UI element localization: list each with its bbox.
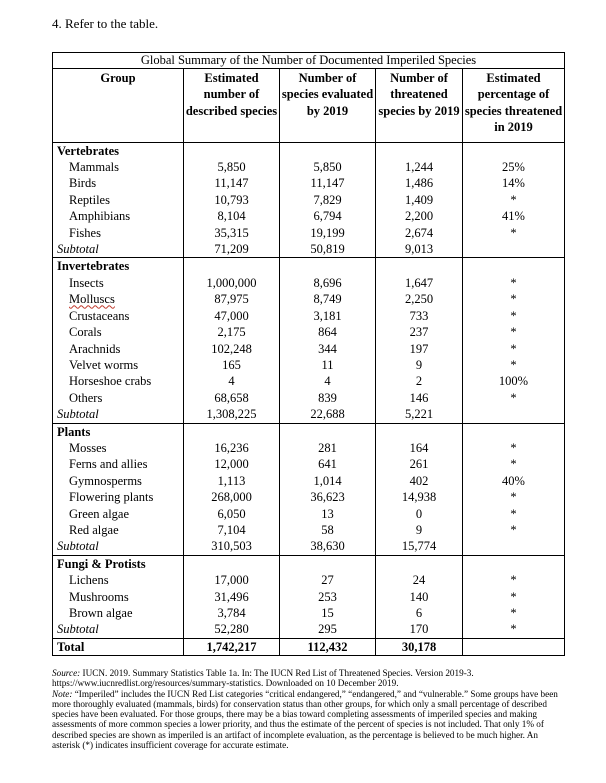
subtotal-label: Subtotal xyxy=(53,538,184,555)
percent-value: * xyxy=(463,489,565,505)
described-value: 47,000 xyxy=(184,308,280,324)
table-row xyxy=(53,390,565,406)
evaluated-value: 344 xyxy=(280,341,376,357)
subtotal-label: Subtotal xyxy=(53,241,184,258)
threatened-value: 1,486 xyxy=(376,175,463,191)
table-row xyxy=(53,192,565,208)
group-name: Insects xyxy=(53,275,184,291)
subtotal-threatened: 170 xyxy=(376,621,463,638)
note-paragraph xyxy=(52,689,564,751)
percent-value: * xyxy=(463,291,565,307)
total-percent xyxy=(463,638,565,655)
note-text: “Imperiled” includes the IUCN Red List categories “critical endangered,” “endangered,” and “vulnerable.” Some groups have been more thoroughly evaluated (mammals, birds) for conservation status than other groups, for which only a small percentage of described species have been evaluated. For those groups, there may be a bias toward completing assessments of imperiled species and making assessments of more common species a lower priority, and thus the estimate of the percent of species is not included. That only 1% of described species are shown as imperiled is an artifact of incomplete evaluation, as the percentage is believed to be much higher. An asterisk (*) indicates insufficient coverage for accurate estimate. xyxy=(52,688,558,751)
subtotal-described: 1,308,225 xyxy=(184,406,280,423)
empty-cell xyxy=(280,258,376,275)
percent-value: * xyxy=(463,440,565,456)
threatened-value: 14,938 xyxy=(376,489,463,505)
source-label: Source: xyxy=(52,668,81,678)
group-name: Corals xyxy=(53,324,184,340)
header-evaluated: Number of species evaluated by 2019 xyxy=(280,69,376,143)
evaluated-value: 7,829 xyxy=(280,192,376,208)
threatened-value: 24 xyxy=(376,572,463,588)
evaluated-value: 281 xyxy=(280,440,376,456)
described-value: 7,104 xyxy=(184,522,280,538)
described-value: 11,147 xyxy=(184,175,280,191)
threatened-value: 402 xyxy=(376,473,463,489)
species-table-container xyxy=(52,52,564,656)
evaluated-value: 8,749 xyxy=(280,291,376,307)
evaluated-value: 1,014 xyxy=(280,473,376,489)
empty-cell xyxy=(376,258,463,275)
evaluated-value: 27 xyxy=(280,572,376,588)
described-value: 68,658 xyxy=(184,390,280,406)
table-row xyxy=(53,275,565,291)
empty-cell xyxy=(376,555,463,572)
percent-value: * xyxy=(463,324,565,340)
evaluated-value: 4 xyxy=(280,373,376,389)
threatened-value: 197 xyxy=(376,341,463,357)
threatened-value: 2,674 xyxy=(376,225,463,241)
table-row xyxy=(53,308,565,324)
percent-value: * xyxy=(463,390,565,406)
threatened-value: 140 xyxy=(376,589,463,605)
table-row xyxy=(53,225,565,241)
percent-value: * xyxy=(463,192,565,208)
described-value: 31,496 xyxy=(184,589,280,605)
subtotal-evaluated: 50,819 xyxy=(280,241,376,258)
empty-cell xyxy=(184,555,280,572)
group-name: Mushrooms xyxy=(53,589,184,605)
threatened-value: 1,647 xyxy=(376,275,463,291)
evaluated-value: 11,147 xyxy=(280,175,376,191)
subtotal-threatened: 15,774 xyxy=(376,538,463,555)
evaluated-value: 36,623 xyxy=(280,489,376,505)
threatened-value: 2 xyxy=(376,373,463,389)
described-value: 165 xyxy=(184,357,280,373)
group-name: Gymnosperms xyxy=(53,473,184,489)
total-described: 1,742,217 xyxy=(184,638,280,655)
percent-value: * xyxy=(463,506,565,522)
group-name: Lichens xyxy=(53,572,184,588)
group-name: Horseshoe crabs xyxy=(53,373,184,389)
table-title: Global Summary of the Number of Documented Imperiled Species xyxy=(53,53,565,69)
evaluated-value: 15 xyxy=(280,605,376,621)
table-row xyxy=(53,473,565,489)
subtotal-percent: * xyxy=(463,621,565,638)
category-row xyxy=(53,423,565,440)
described-value: 6,050 xyxy=(184,506,280,522)
subtotal-threatened: 9,013 xyxy=(376,241,463,258)
described-value: 8,104 xyxy=(184,208,280,224)
percent-value: * xyxy=(463,357,565,373)
group-name: Velvet worms xyxy=(53,357,184,373)
evaluated-value: 864 xyxy=(280,324,376,340)
group-name: Crustaceans xyxy=(53,308,184,324)
subtotal-described: 71,209 xyxy=(184,241,280,258)
group-name: Arachnids xyxy=(53,341,184,357)
threatened-value: 9 xyxy=(376,357,463,373)
group-name: Fishes xyxy=(53,225,184,241)
empty-cell xyxy=(376,423,463,440)
total-row xyxy=(53,638,565,655)
percent-value: * xyxy=(463,522,565,538)
source-note xyxy=(52,668,564,689)
category-name: Fungi & Protists xyxy=(53,555,184,572)
empty-cell xyxy=(184,142,280,159)
table-row xyxy=(53,506,565,522)
percent-value: * xyxy=(463,275,565,291)
table-row xyxy=(53,291,565,307)
described-value: 3,784 xyxy=(184,605,280,621)
table-row xyxy=(53,208,565,224)
percent-value: * xyxy=(463,605,565,621)
table-row xyxy=(53,489,565,505)
group-name: Others xyxy=(53,390,184,406)
empty-cell xyxy=(463,555,565,572)
described-value: 87,975 xyxy=(184,291,280,307)
empty-cell xyxy=(280,555,376,572)
evaluated-value: 253 xyxy=(280,589,376,605)
percent-value: 25% xyxy=(463,159,565,175)
described-value: 16,236 xyxy=(184,440,280,456)
subtotal-label: Subtotal xyxy=(53,621,184,638)
threatened-value: 2,200 xyxy=(376,208,463,224)
group-name: Reptiles xyxy=(53,192,184,208)
species-table xyxy=(52,52,565,656)
total-label: Total xyxy=(53,638,184,655)
note-label: Note: xyxy=(52,688,73,699)
empty-cell xyxy=(463,258,565,275)
described-value: 5,850 xyxy=(184,159,280,175)
percent-value: * xyxy=(463,308,565,324)
evaluated-value: 13 xyxy=(280,506,376,522)
threatened-value: 1,409 xyxy=(376,192,463,208)
threatened-value: 6 xyxy=(376,605,463,621)
evaluated-value: 8,696 xyxy=(280,275,376,291)
evaluated-value: 839 xyxy=(280,390,376,406)
group-name: Molluscs xyxy=(53,291,184,307)
table-row xyxy=(53,589,565,605)
group-name: Green algae xyxy=(53,506,184,522)
evaluated-value: 58 xyxy=(280,522,376,538)
table-body xyxy=(53,142,565,655)
table-row xyxy=(53,522,565,538)
group-name: Amphibians xyxy=(53,208,184,224)
threatened-value: 146 xyxy=(376,390,463,406)
table-row xyxy=(53,175,565,191)
table-row xyxy=(53,605,565,621)
empty-cell xyxy=(280,423,376,440)
described-value: 1,000,000 xyxy=(184,275,280,291)
subtotal-threatened: 5,221 xyxy=(376,406,463,423)
subtotal-row xyxy=(53,538,565,555)
percent-value: * xyxy=(463,572,565,588)
percent-value: 40% xyxy=(463,473,565,489)
threatened-value: 0 xyxy=(376,506,463,522)
group-name: Flowering plants xyxy=(53,489,184,505)
threatened-value: 733 xyxy=(376,308,463,324)
empty-cell xyxy=(376,142,463,159)
category-name: Plants xyxy=(53,423,184,440)
empty-cell xyxy=(280,142,376,159)
table-row xyxy=(53,572,565,588)
table-row xyxy=(53,373,565,389)
table-row xyxy=(53,456,565,472)
described-value: 10,793 xyxy=(184,192,280,208)
header-threatened: Number of threatened species by 2019 xyxy=(376,69,463,143)
table-row xyxy=(53,341,565,357)
group-name: Mosses xyxy=(53,440,184,456)
group-name: Red algae xyxy=(53,522,184,538)
percent-value: * xyxy=(463,341,565,357)
empty-cell xyxy=(463,142,565,159)
category-row xyxy=(53,258,565,275)
category-row xyxy=(53,555,565,572)
total-threatened: 30,178 xyxy=(376,638,463,655)
subtotal-evaluated: 22,688 xyxy=(280,406,376,423)
category-row xyxy=(53,142,565,159)
subtotal-described: 310,503 xyxy=(184,538,280,555)
source-text: IUCN. 2019. Summary Statistics Table 1a. In: The IUCN Red List of Threatened Species. Version 2019-3. https://www.iucnredlist.org/resources/summary-statistics. Downloaded on 10 December 2019. xyxy=(52,668,474,689)
table-notes xyxy=(52,668,564,750)
total-evaluated: 112,432 xyxy=(280,638,376,655)
group-name: Brown algae xyxy=(53,605,184,621)
evaluated-value: 11 xyxy=(280,357,376,373)
subtotal-row xyxy=(53,241,565,258)
category-name: Invertebrates xyxy=(53,258,184,275)
category-name: Vertebrates xyxy=(53,142,184,159)
subtotal-percent xyxy=(463,241,565,258)
question-text: 4. Refer to the table. xyxy=(52,16,159,31)
header-group: Group xyxy=(53,69,184,143)
threatened-value: 9 xyxy=(376,522,463,538)
described-value: 1,113 xyxy=(184,473,280,489)
subtotal-evaluated: 295 xyxy=(280,621,376,638)
header-described: Estimated number of described species xyxy=(184,69,280,143)
evaluated-value: 3,181 xyxy=(280,308,376,324)
threatened-value: 1,244 xyxy=(376,159,463,175)
described-value: 4 xyxy=(184,373,280,389)
evaluated-value: 5,850 xyxy=(280,159,376,175)
evaluated-value: 641 xyxy=(280,456,376,472)
subtotal-row xyxy=(53,406,565,423)
described-value: 12,000 xyxy=(184,456,280,472)
subtotal-percent xyxy=(463,538,565,555)
table-row xyxy=(53,324,565,340)
percent-value: 100% xyxy=(463,373,565,389)
evaluated-value: 6,794 xyxy=(280,208,376,224)
subtotal-row xyxy=(53,621,565,638)
percent-value: * xyxy=(463,225,565,241)
group-name: Birds xyxy=(53,175,184,191)
described-value: 102,248 xyxy=(184,341,280,357)
empty-cell xyxy=(184,423,280,440)
group-name: Ferns and allies xyxy=(53,456,184,472)
empty-cell xyxy=(184,258,280,275)
table-row xyxy=(53,159,565,175)
table-row xyxy=(53,357,565,373)
evaluated-value: 19,199 xyxy=(280,225,376,241)
percent-value: * xyxy=(463,456,565,472)
described-value: 268,000 xyxy=(184,489,280,505)
group-name: Mammals xyxy=(53,159,184,175)
table-row xyxy=(53,440,565,456)
described-value: 17,000 xyxy=(184,572,280,588)
threatened-value: 164 xyxy=(376,440,463,456)
empty-cell xyxy=(463,423,565,440)
subtotal-label: Subtotal xyxy=(53,406,184,423)
percent-value: * xyxy=(463,589,565,605)
threatened-value: 2,250 xyxy=(376,291,463,307)
threatened-value: 261 xyxy=(376,456,463,472)
described-value: 2,175 xyxy=(184,324,280,340)
threatened-value: 237 xyxy=(376,324,463,340)
subtotal-described: 52,280 xyxy=(184,621,280,638)
percent-value: 14% xyxy=(463,175,565,191)
percent-value: 41% xyxy=(463,208,565,224)
subtotal-percent xyxy=(463,406,565,423)
subtotal-evaluated: 38,630 xyxy=(280,538,376,555)
described-value: 35,315 xyxy=(184,225,280,241)
header-percent: Estimated percentage of species threatened in 2019 xyxy=(463,69,565,143)
